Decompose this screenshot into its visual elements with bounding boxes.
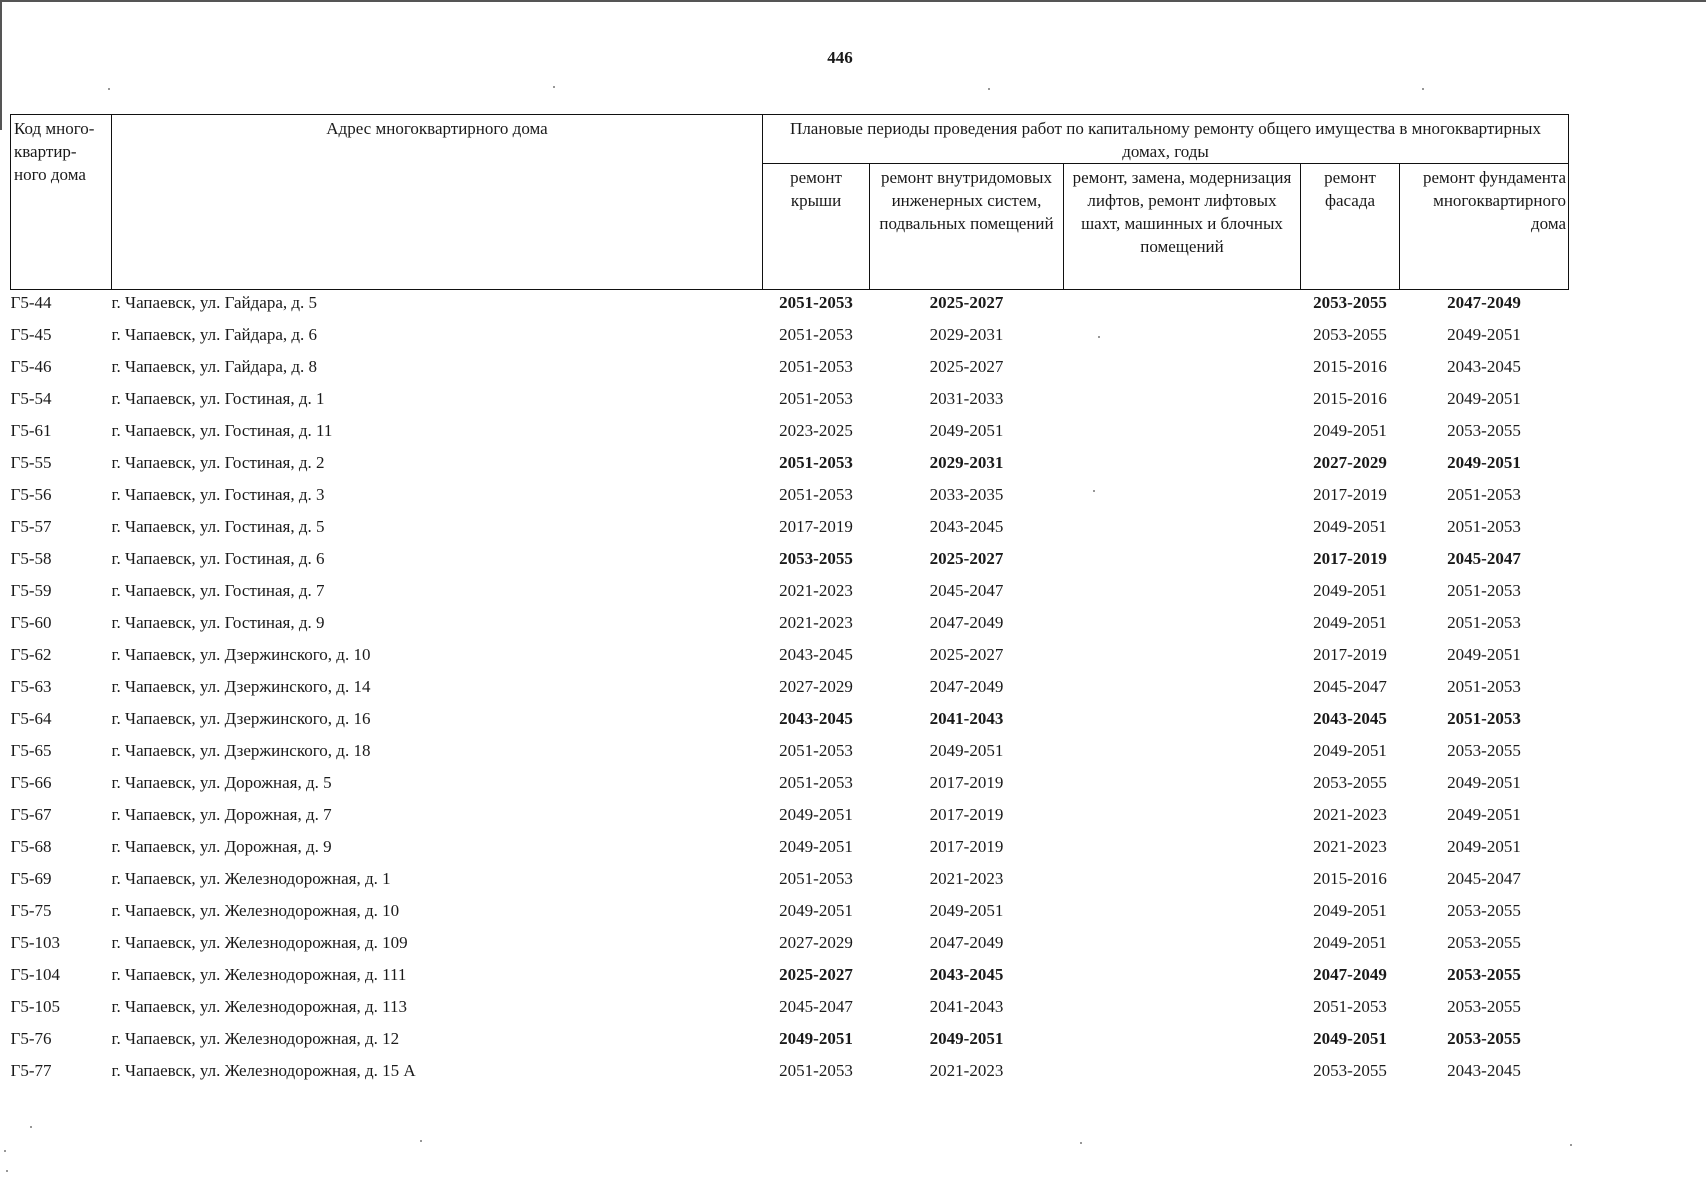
- cell-elevators: [1064, 898, 1301, 930]
- cell-elevators: [1064, 930, 1301, 962]
- cell-address: г. Чапаевск, ул. Дзержинского, д. 18: [111, 741, 371, 760]
- cell-facade: 2021-2023: [1313, 805, 1387, 824]
- table-row: [11, 546, 1569, 578]
- cell-facade: 2017-2019: [1313, 485, 1387, 504]
- cell-engineering: 2049-2051: [929, 901, 1004, 920]
- cell-facade: 2049-2051: [1313, 613, 1387, 632]
- cell-engineering: 2029-2031: [929, 325, 1004, 344]
- cell-roof: 2027-2029: [779, 933, 853, 952]
- cell-address: г. Чапаевск, ул. Железнодорожная, д. 109: [111, 933, 408, 952]
- table-row: [11, 482, 1569, 514]
- cell-elevators: [1064, 386, 1301, 418]
- scan-speck: [988, 88, 990, 90]
- table-row: [11, 770, 1569, 802]
- cell-engineering: 2017-2019: [929, 837, 1004, 856]
- cell-code: Г5-68: [10, 837, 52, 856]
- cell-foundation: 2045-2047: [1447, 549, 1521, 568]
- table-row: [11, 962, 1569, 994]
- cell-foundation: 2049-2051: [1447, 325, 1521, 344]
- table-row: [11, 386, 1569, 418]
- cell-code: Г5-44: [10, 293, 52, 312]
- cell-engineering: 2041-2043: [929, 709, 1004, 728]
- cell-code: Г5-103: [10, 933, 60, 952]
- cell-facade: 2049-2051: [1313, 421, 1387, 440]
- cell-roof: 2051-2053: [779, 453, 853, 472]
- table-row: [11, 450, 1569, 482]
- cell-engineering: 2031-2033: [929, 389, 1004, 408]
- cell-engineering: 2047-2049: [929, 613, 1004, 632]
- cell-facade: 2047-2049: [1313, 965, 1387, 984]
- table-row: [11, 1026, 1569, 1058]
- cell-engineering: 2043-2045: [929, 965, 1004, 984]
- cell-foundation: 2043-2045: [1447, 1061, 1521, 1080]
- cell-address: г. Чапаевск, ул. Железнодорожная, д. 1: [111, 869, 391, 888]
- table-row: [11, 738, 1569, 770]
- cell-address: г. Чапаевск, ул. Дзержинского, д. 10: [111, 645, 371, 664]
- cell-roof: 2043-2045: [779, 709, 853, 728]
- cell-engineering: 2049-2051: [929, 1029, 1004, 1048]
- cell-foundation: 2051-2053: [1447, 581, 1521, 600]
- cell-elevators: [1064, 610, 1301, 642]
- cell-code: Г5-75: [10, 901, 52, 920]
- cell-elevators: [1064, 738, 1301, 770]
- cell-facade: 2027-2029: [1313, 453, 1387, 472]
- cell-code: Г5-59: [10, 581, 52, 600]
- cell-code: Г5-61: [10, 421, 52, 440]
- cell-code: Г5-64: [10, 709, 52, 728]
- scan-speck: [4, 1150, 6, 1152]
- cell-address: г. Чапаевск, ул. Железнодорожная, д. 113: [111, 997, 408, 1016]
- cell-roof: 2021-2023: [779, 613, 853, 632]
- cell-engineering: 2021-2023: [929, 869, 1004, 888]
- scan-speck: [6, 1170, 8, 1172]
- cell-elevators: [1064, 642, 1301, 674]
- cell-engineering: 2025-2027: [929, 645, 1004, 664]
- cell-engineering: 2025-2027: [929, 293, 1004, 312]
- cell-facade: 2045-2047: [1313, 677, 1387, 696]
- cell-foundation: 2049-2051: [1447, 805, 1521, 824]
- cell-code: Г5-76: [10, 1029, 52, 1048]
- page-number: 446: [827, 48, 853, 67]
- cell-elevators: [1064, 770, 1301, 802]
- header-address: Адрес многоквартирного дома: [112, 115, 763, 290]
- cell-engineering: 2021-2023: [929, 1061, 1004, 1080]
- scan-speck: [1422, 88, 1424, 90]
- cell-facade: 2017-2019: [1313, 549, 1387, 568]
- cell-engineering: 2043-2045: [929, 517, 1004, 536]
- cell-address: г. Чапаевск, ул. Железнодорожная, д. 15 А: [111, 1061, 416, 1080]
- cell-elevators: [1064, 1058, 1301, 1090]
- table-row: [11, 898, 1569, 930]
- cell-address: г. Чапаевск, ул. Гайдара, д. 8: [111, 357, 318, 376]
- cell-facade: 2015-2016: [1313, 389, 1387, 408]
- cell-elevators: [1064, 674, 1301, 706]
- table-row: [11, 866, 1569, 898]
- table-header-row: [11, 115, 1569, 164]
- table-row: [11, 994, 1569, 1026]
- cell-code: Г5-63: [10, 677, 52, 696]
- cell-facade: 2021-2023: [1313, 837, 1387, 856]
- cell-code: Г5-65: [10, 741, 52, 760]
- cell-code: Г5-55: [10, 453, 52, 472]
- table-row: [11, 290, 1569, 323]
- cell-roof: 2051-2053: [779, 773, 853, 792]
- table-row: [11, 1058, 1569, 1090]
- cell-elevators: [1064, 418, 1301, 450]
- cell-foundation: 2049-2051: [1447, 837, 1521, 856]
- cell-facade: 2049-2051: [1313, 1029, 1387, 1048]
- cell-address: г. Чапаевск, ул. Гостиная, д. 5: [111, 517, 325, 536]
- cell-roof: 2023-2025: [779, 421, 853, 440]
- cell-elevators: [1064, 290, 1301, 323]
- cell-code: Г5-45: [10, 325, 52, 344]
- cell-engineering: 2049-2051: [929, 421, 1004, 440]
- cell-engineering: 2041-2043: [929, 997, 1004, 1016]
- table-row: [11, 802, 1569, 834]
- cell-facade: 2049-2051: [1313, 517, 1387, 536]
- cell-roof: 2027-2029: [779, 677, 853, 696]
- cell-address: г. Чапаевск, ул. Железнодорожная, д. 10: [111, 901, 400, 920]
- cell-facade: 2053-2055: [1313, 325, 1387, 344]
- cell-facade: 2053-2055: [1313, 293, 1387, 312]
- cell-elevators: [1064, 482, 1301, 514]
- cell-code: Г5-60: [10, 613, 52, 632]
- cell-elevators: [1064, 1026, 1301, 1058]
- cell-code: Г5-56: [10, 485, 52, 504]
- table-row: [11, 322, 1569, 354]
- cell-code: Г5-104: [10, 965, 60, 984]
- table-row: [11, 514, 1569, 546]
- cell-foundation: 2051-2053: [1447, 485, 1521, 504]
- cell-code: Г5-66: [10, 773, 52, 792]
- cell-elevators: [1064, 706, 1301, 738]
- cell-foundation: 2051-2053: [1447, 709, 1521, 728]
- header-foundation: ремонт фундамента многоквартирного дома: [1400, 164, 1569, 290]
- cell-roof: 2051-2053: [779, 389, 853, 408]
- scan-speck: [108, 88, 110, 90]
- cell-foundation: 2051-2053: [1447, 613, 1521, 632]
- cell-roof: 2049-2051: [779, 837, 853, 856]
- cell-address: г. Чапаевск, ул. Гостиная, д. 1: [111, 389, 325, 408]
- cell-engineering: 2049-2051: [929, 741, 1004, 760]
- cell-roof: 2053-2055: [779, 549, 853, 568]
- cell-code: Г5-57: [10, 517, 52, 536]
- cell-engineering: 2033-2035: [929, 485, 1004, 504]
- cell-foundation: 2049-2051: [1447, 453, 1521, 472]
- cell-foundation: 2053-2055: [1447, 901, 1521, 920]
- table-row: [11, 354, 1569, 386]
- cell-roof: 2025-2027: [779, 965, 853, 984]
- cell-address: г. Чапаевск, ул. Гайдара, д. 5: [111, 293, 318, 312]
- cell-roof: 2051-2053: [779, 357, 853, 376]
- cell-address: г. Чапаевск, ул. Дорожная, д. 9: [111, 837, 332, 856]
- cell-facade: 2049-2051: [1313, 901, 1387, 920]
- header-roof: ремонт крыши: [763, 164, 870, 290]
- cell-facade: 2017-2019: [1313, 645, 1387, 664]
- table-row: [11, 834, 1569, 866]
- cell-address: г. Чапаевск, ул. Железнодорожная, д. 12: [111, 1029, 400, 1048]
- header-engineering: ремонт внутридомовых инженерных систем, подвальных помещений: [870, 164, 1064, 290]
- cell-roof: 2043-2045: [779, 645, 853, 664]
- cell-engineering: 2017-2019: [929, 805, 1004, 824]
- cell-address: г. Чапаевск, ул. Гостиная, д. 7: [111, 581, 325, 600]
- cell-engineering: 2025-2027: [929, 357, 1004, 376]
- table-row: [11, 642, 1569, 674]
- cell-foundation: 2049-2051: [1447, 645, 1521, 664]
- cell-address: г. Чапаевск, ул. Дзержинского, д. 14: [111, 677, 371, 696]
- cell-roof: 2049-2051: [779, 901, 853, 920]
- cell-elevators: [1064, 546, 1301, 578]
- scan-speck: [30, 1126, 32, 1128]
- table-row: [11, 930, 1569, 962]
- scan-edge-top: [0, 0, 1706, 2]
- cell-address: г. Чапаевск, ул. Гостиная, д. 6: [111, 549, 325, 568]
- cell-facade: 2015-2016: [1313, 869, 1387, 888]
- scan-speck: [1080, 1142, 1082, 1144]
- cell-roof: 2021-2023: [779, 581, 853, 600]
- header-elevators: ремонт, замена, модернизация лифтов, ремонт лифтовых шахт, машинных и блочных помещений: [1064, 164, 1301, 290]
- scan-edge-left: [0, 0, 2, 130]
- table-row: [11, 578, 1569, 610]
- cell-facade: 2053-2055: [1313, 773, 1387, 792]
- cell-roof: 2049-2051: [779, 805, 853, 824]
- cell-code: Г5-77: [10, 1061, 52, 1080]
- cell-facade: 2015-2016: [1313, 357, 1387, 376]
- cell-elevators: [1064, 322, 1301, 354]
- cell-foundation: 2047-2049: [1447, 293, 1521, 312]
- cell-address: г. Чапаевск, ул. Железнодорожная, д. 111: [111, 965, 407, 984]
- cell-elevators: [1064, 962, 1301, 994]
- cell-facade: 2053-2055: [1313, 1061, 1387, 1080]
- cell-address: г. Чапаевск, ул. Гайдара, д. 6: [111, 325, 318, 344]
- cell-code: Г5-46: [10, 357, 52, 376]
- cell-roof: 2049-2051: [779, 1029, 853, 1048]
- cell-foundation: 2049-2051: [1447, 773, 1521, 792]
- cell-facade: 2049-2051: [1313, 933, 1387, 952]
- cell-code: Г5-105: [10, 997, 60, 1016]
- cell-foundation: 2043-2045: [1447, 357, 1521, 376]
- header-periods-group: Плановые периоды проведения работ по капитальному ремонту общего имущества в многоквартирных домах, годы: [763, 115, 1569, 164]
- cell-roof: 2051-2053: [779, 293, 853, 312]
- cell-elevators: [1064, 994, 1301, 1026]
- cell-engineering: 2029-2031: [929, 453, 1004, 472]
- cell-foundation: 2049-2051: [1447, 389, 1521, 408]
- cell-roof: 2051-2053: [779, 869, 853, 888]
- cell-roof: 2051-2053: [779, 325, 853, 344]
- cell-foundation: 2053-2055: [1447, 965, 1521, 984]
- capital-repair-schedule-table: [10, 114, 1569, 1090]
- header-facade: ремонт фасада: [1301, 164, 1400, 290]
- cell-foundation: 2051-2053: [1447, 517, 1521, 536]
- cell-address: г. Чапаевск, ул. Дорожная, д. 5: [111, 773, 332, 792]
- scan-speck: [420, 1140, 422, 1142]
- cell-foundation: 2051-2053: [1447, 677, 1521, 696]
- cell-elevators: [1064, 514, 1301, 546]
- cell-code: Г5-69: [10, 869, 52, 888]
- table-row: [11, 674, 1569, 706]
- cell-code: Г5-62: [10, 645, 52, 664]
- cell-code: Г5-54: [10, 389, 52, 408]
- cell-foundation: 2053-2055: [1447, 933, 1521, 952]
- cell-facade: 2043-2045: [1313, 709, 1387, 728]
- cell-code: Г5-67: [10, 805, 52, 824]
- cell-address: г. Чапаевск, ул. Гостиная, д. 3: [111, 485, 325, 504]
- cell-address: г. Чапаевск, ул. Дорожная, д. 7: [111, 805, 332, 824]
- cell-address: г. Чапаевск, ул. Гостиная, д. 2: [111, 453, 325, 472]
- cell-roof: 2051-2053: [779, 485, 853, 504]
- scan-speck: [1570, 1144, 1572, 1146]
- cell-roof: 2051-2053: [779, 1061, 853, 1080]
- cell-roof: 2045-2047: [779, 997, 853, 1016]
- cell-elevators: [1064, 354, 1301, 386]
- cell-engineering: 2025-2027: [929, 549, 1004, 568]
- cell-elevators: [1064, 578, 1301, 610]
- cell-code: Г5-58: [10, 549, 52, 568]
- cell-roof: 2051-2053: [779, 741, 853, 760]
- cell-address: г. Чапаевск, ул. Гостиная, д. 11: [111, 421, 333, 440]
- cell-foundation: 2053-2055: [1447, 997, 1521, 1016]
- header-code: Код много-квартир-ного дома: [11, 115, 112, 290]
- cell-elevators: [1064, 866, 1301, 898]
- table-row: [11, 610, 1569, 642]
- cell-address: г. Чапаевск, ул. Гостиная, д. 9: [111, 613, 325, 632]
- cell-foundation: 2053-2055: [1447, 741, 1521, 760]
- cell-roof: 2017-2019: [779, 517, 853, 536]
- cell-foundation: 2053-2055: [1447, 421, 1521, 440]
- cell-engineering: 2047-2049: [929, 677, 1004, 696]
- cell-facade: 2051-2053: [1313, 997, 1387, 1016]
- scan-speck: [553, 86, 555, 88]
- table-row: [11, 418, 1569, 450]
- cell-elevators: [1064, 834, 1301, 866]
- cell-engineering: 2045-2047: [929, 581, 1004, 600]
- cell-elevators: [1064, 450, 1301, 482]
- cell-foundation: 2045-2047: [1447, 869, 1521, 888]
- cell-foundation: 2053-2055: [1447, 1029, 1521, 1048]
- cell-facade: 2049-2051: [1313, 581, 1387, 600]
- cell-address: г. Чапаевск, ул. Дзержинского, д. 16: [111, 709, 371, 728]
- table-row: [11, 706, 1569, 738]
- cell-facade: 2049-2051: [1313, 741, 1387, 760]
- cell-elevators: [1064, 802, 1301, 834]
- cell-engineering: 2017-2019: [929, 773, 1004, 792]
- cell-engineering: 2047-2049: [929, 933, 1004, 952]
